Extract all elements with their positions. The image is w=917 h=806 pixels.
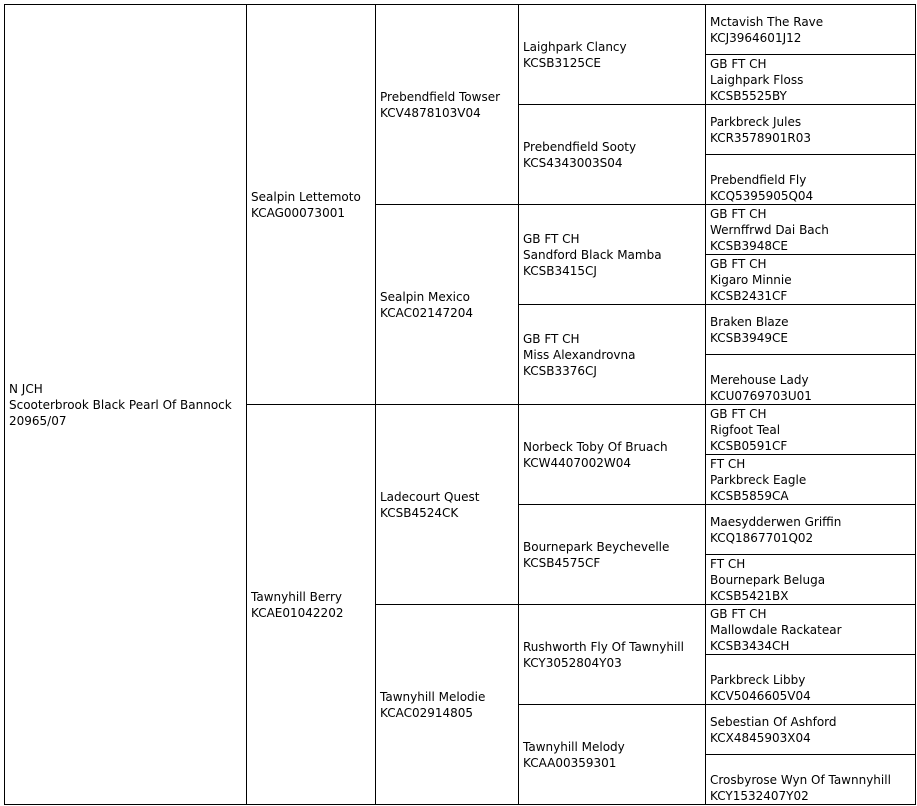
great-great-grandparent-cell: [705, 754, 916, 805]
entry-line: Parkbreck Eagle: [710, 472, 807, 487]
entry-line: KCSB5421BX: [710, 588, 789, 603]
entry-line: KCAG00073001: [251, 205, 345, 220]
entry-line: KCX4845903X04: [710, 730, 811, 745]
great-great-grandparent-cell: [705, 204, 916, 255]
entry-line: [710, 656, 811, 672]
entry-line: KCV4878103V04: [380, 105, 481, 120]
entry-line: KCY1532407Y02: [710, 788, 809, 803]
entry-line: KCU0769703U01: [710, 388, 812, 403]
entry-line: Merehouse Lady: [710, 372, 809, 387]
parent-cell: [246, 4, 376, 405]
dog-entry: [710, 456, 806, 504]
dog-entry: [710, 714, 837, 746]
great-grandparent-cell: [518, 404, 706, 505]
grandparent-cell: [375, 204, 519, 405]
entry-line: GB FT CH: [523, 231, 580, 246]
dog-entry: [710, 56, 803, 104]
entry-line: Rigfoot Teal: [710, 422, 781, 437]
entry-line: KCSB3949CE: [710, 330, 788, 345]
great-great-grandparent-cell: [705, 704, 916, 755]
entry-line: KCAA00359301: [523, 755, 617, 770]
entry-line: KCSB5859CA: [710, 488, 789, 503]
dog-entry: [9, 381, 232, 429]
dog-entry: [523, 639, 684, 671]
entry-line: KCQ5395905Q04: [710, 188, 814, 203]
dog-entry: [380, 89, 500, 121]
dog-entry: [710, 206, 829, 254]
great-grandparent-cell: [518, 704, 706, 805]
entry-line: KCJ3964601J12: [710, 30, 802, 45]
entry-line: 20965/07: [9, 413, 67, 428]
entry-line: Bournepark Beluga: [710, 572, 826, 587]
pedigree-table: [4, 4, 915, 804]
entry-line: KCSB3376CJ: [523, 363, 597, 378]
entry-line: GB FT CH: [710, 406, 767, 421]
entry-line: Miss Alexandrovna: [523, 347, 636, 362]
entry-line: Sealpin Lettemoto: [251, 189, 361, 204]
entry-line: Maesydderwen Griffin: [710, 514, 842, 529]
entry-line: Bournepark Beychevelle: [523, 539, 670, 554]
entry-line: KCAC02914805: [380, 705, 474, 720]
entry-line: GB FT CH: [523, 331, 580, 346]
entry-line: KCSB3125CE: [523, 55, 601, 70]
grandparent-cell: [375, 604, 519, 805]
dog-entry: [523, 739, 625, 771]
entry-line: Prebendfield Sooty: [523, 139, 637, 154]
dog-entry: [710, 656, 811, 704]
great-great-grandparent-cell: [705, 554, 916, 605]
great-great-grandparent-cell: [705, 354, 916, 405]
entry-line: Prebendfield Fly: [710, 172, 807, 187]
entry-line: KCW4407002W04: [523, 455, 632, 470]
great-grandparent-cell: [518, 4, 706, 105]
dog-entry: [710, 314, 788, 346]
entry-line: Sealpin Mexico: [380, 289, 470, 304]
entry-line: KCY3052804Y03: [523, 655, 622, 670]
great-grandparent-cell: [518, 204, 706, 305]
entry-line: [710, 356, 812, 372]
great-grandparent-cell: [518, 504, 706, 605]
subject-cell: [4, 4, 247, 805]
entry-line: Norbeck Toby Of Bruach: [523, 439, 668, 454]
entry-line: Rushworth Fly Of Tawnyhill: [523, 639, 684, 654]
entry-line: Crosbyrose Wyn Of Tawnnyhill: [710, 772, 891, 787]
dog-entry: [523, 231, 662, 279]
great-grandparent-cell: [518, 604, 706, 705]
entry-line: Scooterbrook Black Pearl Of Bannock: [9, 397, 232, 412]
entry-line: [710, 156, 813, 172]
entry-line: KCAE01042202: [251, 605, 344, 620]
entry-line: KCR3578901R03: [710, 130, 811, 145]
entry-line: GB FT CH: [710, 606, 767, 621]
great-great-grandparent-cell: [705, 254, 916, 305]
entry-line: GB FT CH: [710, 56, 767, 71]
entry-line: Tawnyhill Melodie: [380, 689, 486, 704]
entry-line: Tawnyhill Berry: [251, 589, 343, 604]
entry-line: N JCH: [9, 381, 43, 396]
entry-line: Sandford Black Mamba: [523, 247, 662, 262]
dog-entry: [710, 756, 891, 804]
entry-line: KCV5046605V04: [710, 688, 811, 703]
dog-entry: [710, 256, 792, 304]
entry-line: Wernffrwd Dai Bach: [710, 222, 829, 237]
great-great-grandparent-cell: [705, 54, 916, 105]
dog-entry: [710, 406, 787, 454]
parent-cell: [246, 404, 376, 805]
entry-line: Laighpark Floss: [710, 72, 804, 87]
dog-entry: [523, 439, 668, 471]
great-great-grandparent-cell: [705, 104, 916, 155]
entry-line: Parkbreck Jules: [710, 114, 802, 129]
dog-entry: [710, 514, 841, 546]
entry-line: KCSB2431CF: [710, 288, 788, 303]
dog-entry: [710, 556, 825, 604]
dog-entry: [523, 39, 627, 71]
great-great-grandparent-cell: [705, 654, 916, 705]
entry-line: Tawnyhill Melody: [523, 739, 625, 754]
entry-line: GB FT CH: [710, 256, 767, 271]
entry-line: KCAC02147204: [380, 305, 474, 320]
dog-entry: [251, 589, 343, 621]
dog-entry: [380, 289, 473, 321]
dog-entry: [380, 489, 479, 521]
entry-line: Sebestian Of Ashford: [710, 714, 837, 729]
entry-line: Laighpark Clancy: [523, 39, 627, 54]
dog-entry: [710, 14, 823, 46]
grandparent-cell: [375, 404, 519, 605]
entry-line: Braken Blaze: [710, 314, 789, 329]
entry-line: KCSB4524CK: [380, 505, 459, 520]
entry-line: FT CH: [710, 456, 746, 471]
dog-entry: [710, 356, 812, 404]
dog-entry: [380, 689, 485, 721]
great-grandparent-cell: [518, 104, 706, 205]
dog-entry: [710, 156, 813, 204]
entry-line: Mallowdale Rackatear: [710, 622, 842, 637]
great-great-grandparent-cell: [705, 504, 916, 555]
great-grandparent-cell: [518, 304, 706, 405]
entry-line: KCSB3434CH: [710, 638, 790, 653]
entry-line: KCSB5525BY: [710, 88, 787, 103]
entry-line: KCQ1867701Q02: [710, 530, 814, 545]
grandparent-cell: [375, 4, 519, 205]
entry-line: KCSB0591CF: [710, 438, 788, 453]
entry-line: Kigaro Minnie: [710, 272, 792, 287]
great-great-grandparent-cell: [705, 154, 916, 205]
dog-entry: [523, 331, 635, 379]
entry-line: KCSB4575CF: [523, 555, 601, 570]
great-great-grandparent-cell: [705, 4, 916, 55]
dog-entry: [251, 189, 361, 221]
dog-entry: [523, 139, 636, 171]
entry-line: Parkbreck Libby: [710, 672, 806, 687]
entry-line: KCSB3415CJ: [523, 263, 597, 278]
great-great-grandparent-cell: [705, 604, 916, 655]
entry-line: KCSB3948CE: [710, 238, 788, 253]
great-great-grandparent-cell: [705, 304, 916, 355]
entry-line: FT CH: [710, 556, 746, 571]
entry-line: Prebendfield Towser: [380, 89, 501, 104]
entry-line: GB FT CH: [710, 206, 767, 221]
entry-line: Mctavish The Rave: [710, 14, 824, 29]
dog-entry: [710, 114, 811, 146]
entry-line: [710, 756, 891, 772]
entry-line: KCS4343003S04: [523, 155, 623, 170]
great-great-grandparent-cell: [705, 404, 916, 455]
great-great-grandparent-cell: [705, 454, 916, 505]
dog-entry: [710, 606, 842, 654]
dog-entry: [523, 539, 669, 571]
entry-line: Ladecourt Quest: [380, 489, 480, 504]
